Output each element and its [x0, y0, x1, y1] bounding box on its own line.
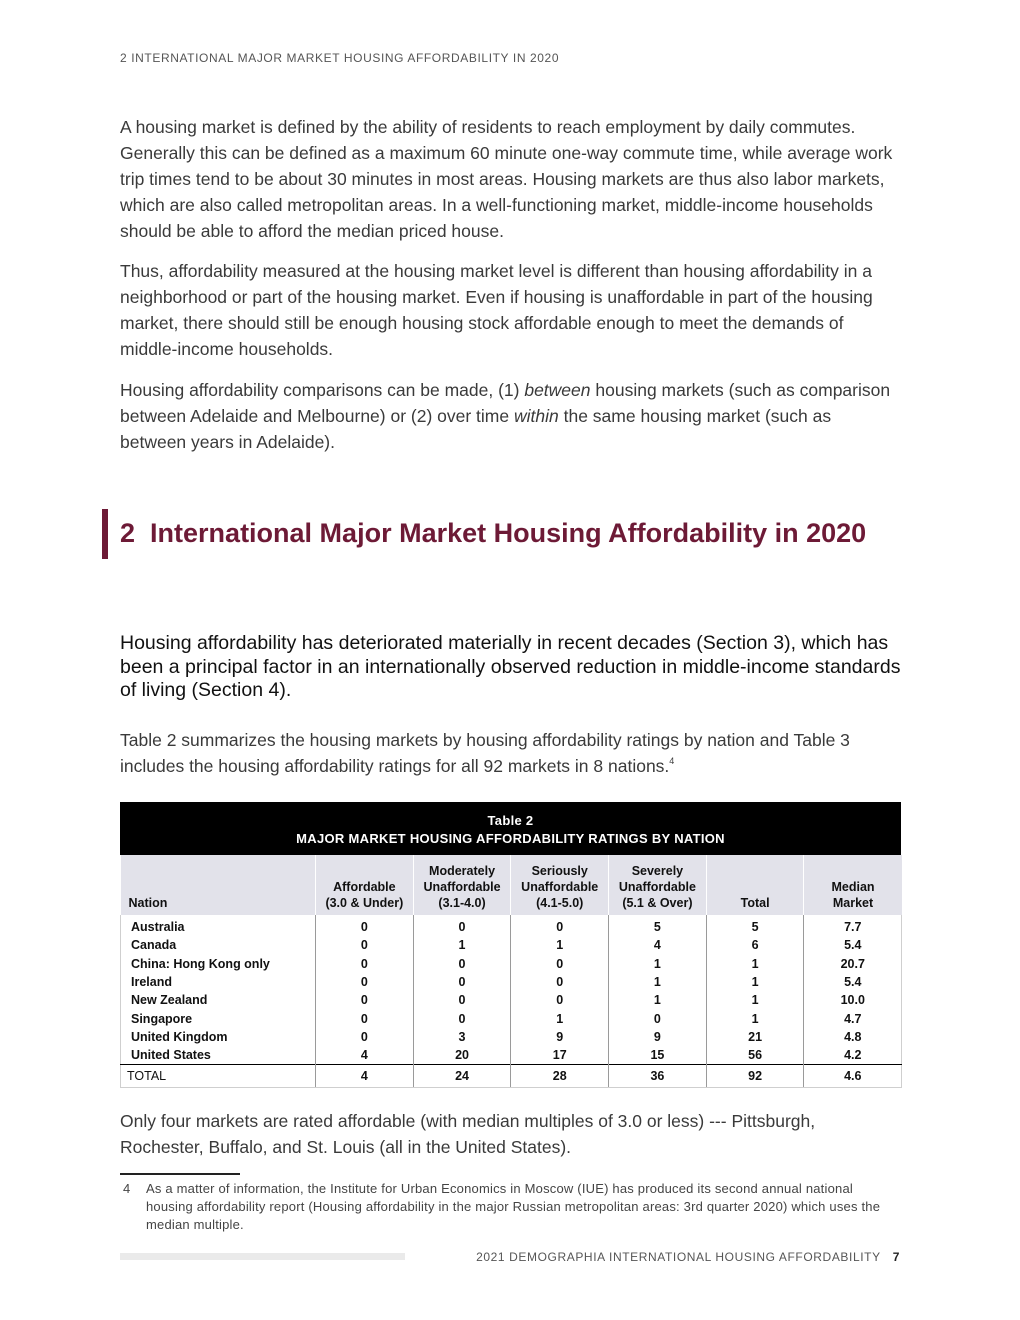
value-cell: 1 [609, 955, 707, 973]
paragraph-affordable-markets: Only four markets are rated affordable (with median multiples of 3.0 or less) --- Pittsburgh, Rochester, Buffalo, and St. Louis (all in the United States). [120, 1111, 816, 1157]
value-cell: 20 [413, 1046, 511, 1065]
value-cell: 0 [316, 955, 414, 973]
value-cell: 0 [511, 955, 609, 973]
value-cell: 0 [609, 1009, 707, 1027]
paragraph-comparisons [120, 377, 902, 455]
value-cell: 4.2 [804, 1046, 902, 1065]
footer-decoration-bar [120, 1253, 405, 1260]
footer-publication: 2021 DEMOGRAPHIA INTERNATIONAL HOUSING AFFORDABILITY [476, 1250, 881, 1264]
p3-text-a: Housing affordability comparisons can be made, (1) [120, 380, 525, 400]
value-cell: 5.4 [804, 936, 902, 954]
value-cell: 3 [413, 1028, 511, 1046]
value-cell: 0 [316, 1009, 414, 1027]
table-row [121, 955, 902, 973]
value-cell: 0 [511, 915, 609, 936]
column-header [511, 855, 609, 915]
value-cell: 6 [706, 936, 804, 954]
nation-cell: Canada [131, 938, 177, 953]
p3-text-c: housing markets (such as comparison between Adelaide and Melbourne) or (2) over time [120, 380, 891, 426]
nation-cell: United States [131, 1048, 211, 1063]
column-header [706, 855, 804, 915]
column-header-line: Moderately [429, 864, 496, 878]
value-cell: 0 [511, 991, 609, 1009]
section-title-text: International Major Market Housing Affordability in 2020 [150, 518, 867, 548]
footnote-divider [120, 1173, 240, 1175]
value-cell: 15 [609, 1046, 707, 1065]
value-cell: 0 [316, 936, 414, 954]
column-header-line [709, 863, 802, 879]
value-cell: 5 [609, 915, 707, 936]
value-cell: 0 [413, 915, 511, 936]
column-header-line [129, 879, 314, 895]
column-header-line [318, 863, 411, 879]
table-caption [120, 802, 901, 855]
column-header-line: (5.1 & Over) [622, 896, 693, 910]
value-cell: 0 [316, 973, 414, 991]
total-row [121, 1065, 902, 1088]
p4-text: Table 2 summarizes the housing markets by housing affordability ratings by nation and Table 3 includes the housing affordability ratings for all 92 markets in 8 nations. [120, 730, 850, 776]
value-cell: 4 [316, 1046, 414, 1065]
nation-cell: Ireland [131, 975, 172, 990]
column-header-line: Unaffordable [423, 880, 501, 894]
page-footer [476, 1250, 900, 1264]
column-header-line: Unaffordable [618, 880, 696, 894]
total-label: TOTAL [121, 1065, 316, 1088]
total-value: 4 [316, 1065, 414, 1088]
table-row [121, 1046, 902, 1065]
ratings-data-table [120, 855, 902, 1088]
value-cell: 4.7 [804, 1009, 902, 1027]
table-caption-number: Table 2 [487, 813, 534, 828]
total-value: 36 [609, 1065, 707, 1088]
value-cell: 20.7 [804, 955, 902, 973]
value-cell: 0 [316, 915, 414, 936]
value-cell: 4 [609, 936, 707, 954]
running-header: 2 INTERNATIONAL MAJOR MARKET HOUSING AFFORDABILITY IN 2020 [120, 51, 560, 65]
column-header-line: (4.1-5.0) [536, 896, 584, 910]
value-cell: 10.0 [804, 991, 902, 1009]
table-row [121, 973, 902, 991]
p3-emphasis-between: between [524, 380, 591, 400]
value-cell: 1 [609, 991, 707, 1009]
value-cell: 5 [706, 915, 804, 936]
footnote [120, 1180, 902, 1234]
column-header [609, 855, 707, 915]
value-cell: 1 [511, 1009, 609, 1027]
table-caption-title: MAJOR MARKET HOUSING AFFORDABILITY RATINGS BY NATION [296, 831, 725, 846]
value-cell: 1 [706, 1009, 804, 1027]
table-row [121, 1028, 902, 1046]
value-cell: 4.8 [804, 1028, 902, 1046]
value-cell: 0 [413, 1009, 511, 1027]
value-cell: 1 [413, 936, 511, 954]
value-cell: 0 [316, 991, 414, 1009]
value-cell: 0 [511, 973, 609, 991]
footnote-number: 4 [123, 1181, 131, 1196]
ratings-table [120, 802, 901, 1088]
table-row [121, 936, 902, 954]
value-cell: 17 [511, 1046, 609, 1065]
lead-paragraph: Housing affordability has deteriorated materially in recent decades (Section 3), which has been a principal factor in an internationally observed reduction in middle-income standards of living (Section 4). [120, 632, 901, 701]
value-cell: 0 [413, 991, 511, 1009]
value-cell: 1 [706, 955, 804, 973]
column-header-line: Seriously [531, 864, 588, 878]
column-header-row [121, 855, 902, 915]
column-header [316, 855, 414, 915]
nation-cell: New Zealand [131, 993, 208, 1008]
column-header-line: Median [831, 880, 875, 894]
nation-cell: United Kingdom [131, 1029, 228, 1044]
value-cell: 0 [316, 1028, 414, 1046]
value-cell: 21 [706, 1028, 804, 1046]
total-value: 92 [706, 1065, 804, 1088]
total-value: 28 [511, 1065, 609, 1088]
column-header-line: (3.1-4.0) [438, 896, 486, 910]
nation-cell: Singapore [131, 1011, 193, 1026]
column-header-line: Total [740, 896, 770, 910]
column-header-line: Affordable [333, 880, 396, 894]
column-header-line: Unaffordable [521, 880, 599, 894]
value-cell: 5.4 [804, 973, 902, 991]
page-number: 7 [892, 1250, 900, 1264]
footnote-ref[interactable]: 4 [669, 756, 675, 766]
column-header-line: Severely [631, 864, 684, 878]
table-row [121, 915, 902, 936]
table-row [121, 1009, 902, 1027]
column-header [804, 855, 902, 915]
nation-cell: Australia [131, 920, 185, 935]
paragraph-affordability-level: Thus, affordability measured at the housing market level is different than housing affordability in a neighborhood or part of the housing market. Even if housing is unaffordable in part of the housing market, there should still be enough housing stock affordable enough to meet the demands of middle-income households. [120, 261, 873, 359]
value-cell: 0 [413, 955, 511, 973]
value-cell: 9 [609, 1028, 707, 1046]
column-header-line: Nation [128, 896, 168, 910]
value-cell: 1 [706, 991, 804, 1009]
section-number: 2 [120, 518, 136, 548]
table-body [121, 915, 902, 1088]
value-cell: 1 [511, 936, 609, 954]
nation-cell: China: Hong Kong only [131, 956, 270, 971]
column-header-line: Market [832, 896, 874, 910]
column-header-line [806, 863, 899, 879]
section-accent-bar [102, 509, 108, 559]
column-header [413, 855, 511, 915]
p3-emphasis-within: within [513, 406, 559, 426]
value-cell: 1 [609, 973, 707, 991]
p3-text-e: the same housing market (such as between years in Adelaide). [120, 406, 832, 452]
column-header-line [129, 863, 314, 879]
paragraph-table-intro [120, 727, 902, 779]
value-cell: 9 [511, 1028, 609, 1046]
footnote-text: As a matter of information, the Institute for Urban Economics in Moscow (IUE) has produced its second annual national housing affordability report (Housing affordability in the major Russian metropolitan areas: 3rd quarter 2020) which uses the median multiple. [146, 1181, 881, 1232]
column-header-line: (3.0 & Under) [325, 896, 404, 910]
total-value: 24 [413, 1065, 511, 1088]
total-value: 4.6 [804, 1065, 902, 1088]
value-cell: 0 [413, 973, 511, 991]
value-cell: 56 [706, 1046, 804, 1065]
value-cell: 1 [706, 973, 804, 991]
value-cell: 7.7 [804, 915, 902, 936]
column-header-nation [121, 855, 316, 915]
table-row [121, 991, 902, 1009]
column-header-line [709, 879, 802, 895]
paragraph-housing-market-definition: A housing market is defined by the ability of residents to reach employment by daily commutes. Generally this can be defined as a maximum 60 minute one-way commute time, while average work trip times tend to be about 30 minutes in most areas. Housing markets are thus also labor markets, which are also called metropolitan areas. In a well-functioning market, middle-income households should be able to afford the median priced house. [120, 117, 893, 241]
section-heading [120, 514, 866, 552]
